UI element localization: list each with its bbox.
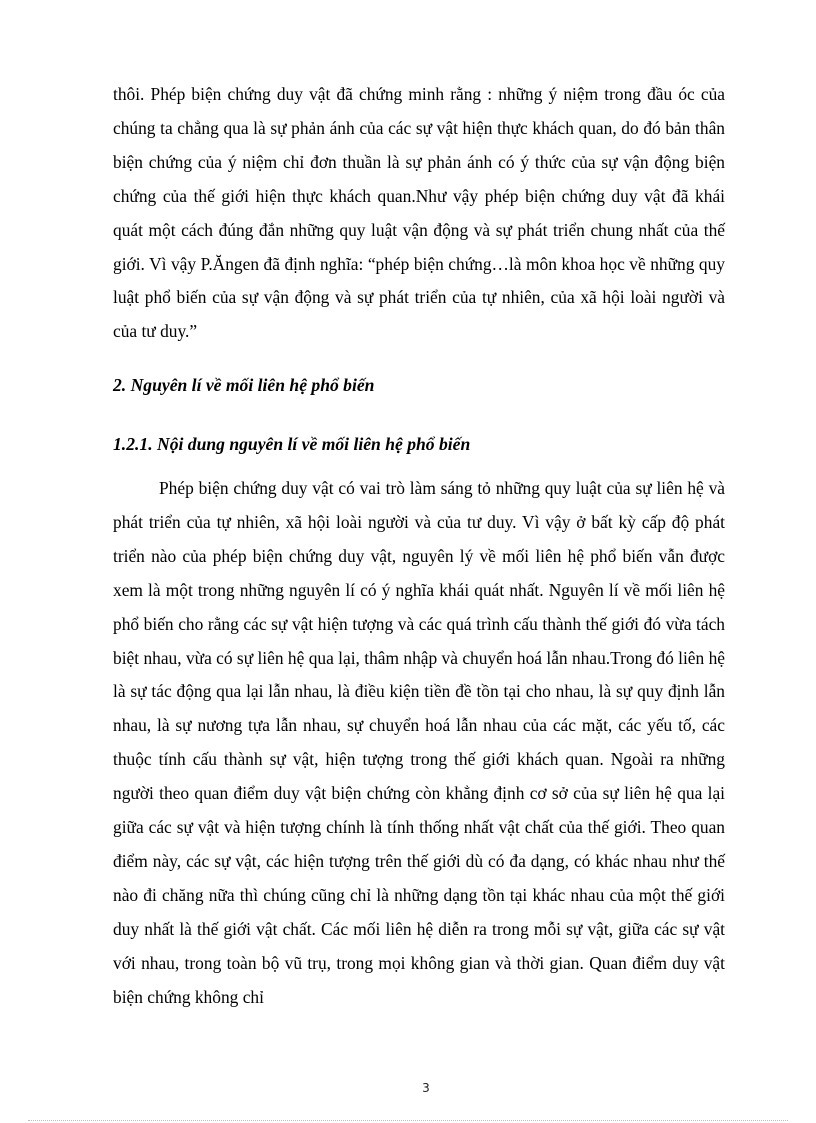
body-paragraph xyxy=(113,472,725,1015)
page-number: 3 xyxy=(422,1081,430,1095)
page-bottom-divider xyxy=(28,1120,788,1121)
intro-paragraph-text: thôi. Phép biện chứng duy vật đã chứng minh rằng : những ý niệm trong đầu óc của chúng ta chẳng qua là sự phản ánh của các sự vật hiện thực khách quan, do đó bản thân biện chứng của ý niệm chỉ đơn thuần là sự phản ánh có ý thức của sự vận động biện chứng của thế giới hiện thực khách quan.Như vậy phép biện chứng duy vật đã khái quát một cách đúng đắn những quy luật vận động và sự phát triển chung nhất của thế giới. Vì vậy P.Ăngen đã định nghĩa: “phép biện chứng…là môn khoa học về những quy luật phổ biến của sự vận động và sự phát triển của tự nhiên, của xã hội loài người và của tư duy.” xyxy=(113,84,725,342)
subsection-heading: 1.2.1. Nội dung nguyên lí về mối liên hệ phổ biến xyxy=(113,434,471,454)
section-heading: 2. Nguyên lí về mối liên hệ phổ biến xyxy=(113,375,375,395)
intro-paragraph xyxy=(113,78,725,349)
body-paragraph-text: Phép biện chứng duy vật có vai trò làm sáng tỏ những quy luật của sự liên hệ và phát triển của tự nhiên, xã hội loài người và của tư duy. Vì vậy ở bất kỳ cấp độ phát triển nào của phép biện chứng duy vật, nguyên lý về mối liên hệ phổ biến vẫn được xem là một trong những nguyên lí có ý nghĩa khái quát nhất. Nguyên lí về mối liên hệ phổ biến cho rằng các sự vật hiện tượng và các quá trình cấu thành thế giới đó vừa tách biệt nhau, vừa có sự liên hệ qua lại, thâm nhập và chuyển hoá lẫn nhau.Trong đó liên hệ là sự tác động qua lại lẫn nhau, là điều kiện tiền đề tồn tại cho nhau, là sự quy định lẫn nhau, là sự nương tựa lẫn nhau, sự chuyển hoá lẫn nhau của các mặt, các yếu tố, các thuộc tính cấu thành sự vật, hiện tượng trong thế giới khách quan. Ngoài ra những người theo quan điểm duy vật biện chứng còn khẳng định cơ sở của sự liên hệ qua lại giữa các sự vật và hiện tượng chính là tính thống nhất vật chất của thế giới. Theo quan điểm này, các sự vật, các hiện tượng trên thế giới dù có đa dạng, có khác nhau như thế nào đi chăng nữa thì chúng cũng chỉ là những dạng tồn tại khác nhau của một thế giới duy nhất là thế giới vật chất. Các mối liên hệ diễn ra trong mỗi sự vật, giữa các sự vật với nhau, trong toàn bộ vũ trụ, trong mọi không gian và thời gian. Quan điểm duy vật biện chứng không chỉ xyxy=(113,478,725,1007)
